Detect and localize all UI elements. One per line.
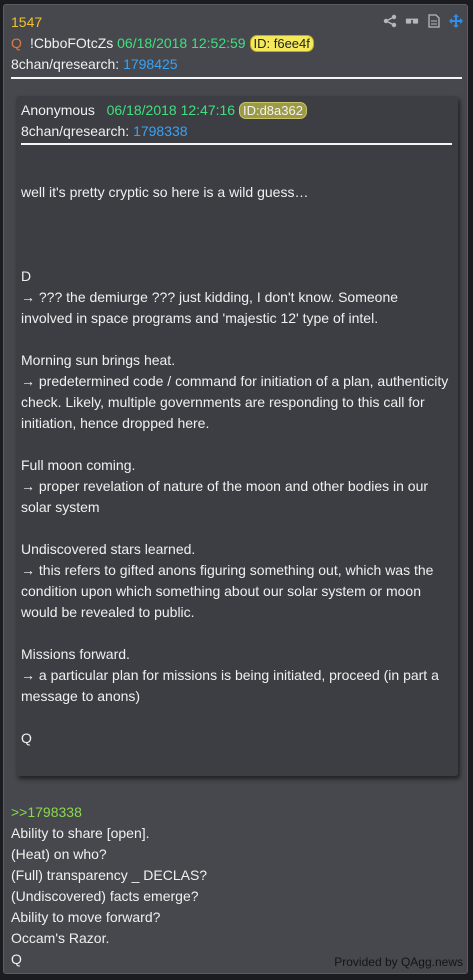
quoted-line: → a particular plan for missions is being initiated, proceed (in part a message to anons) [21,667,439,704]
reply-line: (Full) transparency _ DECLAS? [11,867,208,883]
move-icon[interactable] [449,14,463,28]
credit-text: Provided by QAgg.news [334,955,463,969]
quoted-line [21,245,453,266]
quoted-line: → predetermined code / command for initiation of a plan, authenticity check. Likely, multiple governments are responding to this call for initiation, hence dropped here. [21,373,449,431]
quoted-line: Full moon coming. [21,457,136,473]
quoted-datetime: 06/18/2018 12:47:16 [106,102,236,118]
quoted-line [21,434,453,455]
post-source [11,56,178,72]
quoted-line: Morning sun brings heat. [21,352,176,368]
quoted-line [21,518,453,539]
post-toolbar [383,14,463,28]
reply-line: Occam's Razor. [11,930,110,946]
quoted-thread-link[interactable]: 1798338 [133,123,188,139]
reply-line: Ability to share [open]. [11,825,150,841]
reply-line: (Heat) on who? [11,846,107,862]
reply-line: (Undiscovered) facts emerge? [11,888,199,904]
quoted-line [21,329,453,350]
q-post-card [3,4,468,974]
reply-body [11,802,207,970]
share-icon[interactable] [383,14,397,28]
quoted-post-header [21,102,307,119]
poster-id-badge[interactable]: ID: f6ee4f [250,35,314,52]
q-label: Q [11,35,22,51]
thread-link[interactable]: 1798425 [123,56,178,72]
glasses-icon[interactable] [405,14,419,28]
quoted-line: → proper revelation of nature of the moon and other bodies in our solar system [21,478,429,515]
quoted-line [21,707,453,728]
reply-lines [11,823,207,970]
quoted-line: Undiscovered stars learned. [21,541,196,557]
quoted-line: → this refers to gifted anons figuring something out, which was the condition upon which something about our solar system or moon would be revealed to public. [21,562,434,620]
quoted-board-name: 8chan/qresearch: [21,123,130,139]
reply-reference-link[interactable]: >>1798338 [11,804,82,820]
quoted-post [16,96,458,776]
quoted-line [21,623,453,644]
document-icon[interactable] [427,14,441,28]
quoted-line: well it's pretty cryptic so here is a wild guess… [21,184,309,200]
quoted-id-badge[interactable]: ID:d8a362 [239,102,307,119]
quoted-line: Q [21,730,32,746]
quoted-source [21,123,188,139]
post-datetime: 06/18/2018 12:52:59 [117,35,246,51]
board-name: 8chan/qresearch: [11,56,120,72]
reply-line: Ability to move forward? [11,909,161,925]
quoted-post-body [21,182,453,749]
quoted-line: → ??? the demiurge ??? just kidding, I don't know. Someone involved in space programs and 'majestic 12' type of intel. [21,289,399,326]
header-divider [11,77,462,79]
post-header [30,35,314,52]
reply-line: Q [11,951,22,967]
quoted-divider [21,143,452,145]
quoted-line: D [21,268,32,284]
post-number[interactable]: 1547 [11,14,43,30]
quoted-line [21,224,453,245]
quoted-author: Anonymous [21,102,95,118]
quoted-line: Missions forward. [21,646,130,662]
tripcode: !CbboFOtcZs [30,35,114,51]
quoted-line [21,203,453,224]
